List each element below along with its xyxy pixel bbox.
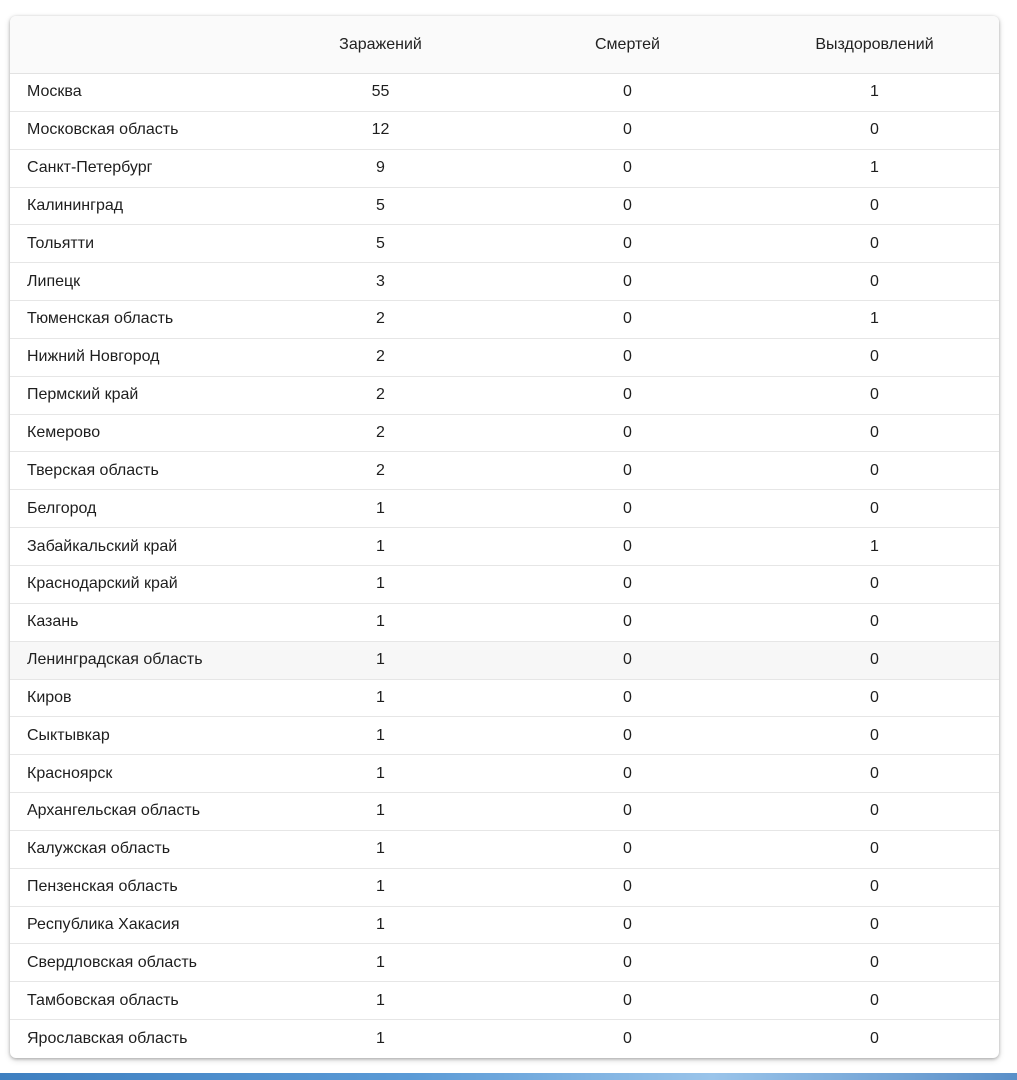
cell-infected: 1 xyxy=(376,991,385,1009)
cell-infected: 1 xyxy=(376,840,385,858)
cell-deaths: 0 xyxy=(623,234,632,252)
table-row xyxy=(10,301,999,339)
cell-recovered: 0 xyxy=(870,424,879,442)
table-row xyxy=(10,907,999,945)
cell-recovered: 0 xyxy=(870,840,879,858)
cell-recovered: 0 xyxy=(870,461,879,479)
cell-infected: 1 xyxy=(376,764,385,782)
cell-region: Киров xyxy=(27,688,72,706)
cell-region: Архангельская область xyxy=(27,802,201,820)
table-row xyxy=(10,225,999,263)
cell-deaths: 0 xyxy=(623,348,632,366)
table-row xyxy=(10,1020,999,1058)
cell-deaths: 0 xyxy=(623,159,632,177)
cell-infected: 2 xyxy=(376,461,385,479)
table-row xyxy=(10,490,999,528)
cell-region: Тверская область xyxy=(27,461,159,479)
table-row xyxy=(10,528,999,566)
cell-infected: 1 xyxy=(376,953,385,971)
cell-recovered: 0 xyxy=(870,764,879,782)
cell-deaths: 0 xyxy=(623,272,632,290)
cell-infected: 1 xyxy=(376,651,385,669)
cell-recovered: 0 xyxy=(870,386,879,404)
cell-deaths: 0 xyxy=(623,764,632,782)
cell-deaths: 0 xyxy=(623,537,632,555)
cell-infected: 12 xyxy=(371,121,390,139)
cell-infected: 5 xyxy=(376,234,385,252)
stats-table xyxy=(10,16,999,1058)
table-body xyxy=(10,74,999,1058)
table-row xyxy=(10,680,999,718)
table-row xyxy=(10,339,999,377)
cell-recovered: 0 xyxy=(870,688,879,706)
cell-deaths: 0 xyxy=(623,915,632,933)
header-recovered: Выздоровлений xyxy=(815,35,934,53)
cell-recovered: 0 xyxy=(870,272,879,290)
table-header xyxy=(10,16,999,74)
cell-recovered: 1 xyxy=(870,310,879,328)
cell-deaths: 0 xyxy=(623,196,632,214)
cell-region: Казань xyxy=(27,613,79,631)
cell-recovered: 0 xyxy=(870,878,879,896)
cell-deaths: 0 xyxy=(623,802,632,820)
cell-infected: 1 xyxy=(376,575,385,593)
table-row xyxy=(10,150,999,188)
cell-recovered: 0 xyxy=(870,802,879,820)
cell-infected: 1 xyxy=(376,499,385,517)
cell-deaths: 0 xyxy=(623,499,632,517)
table-row xyxy=(10,566,999,604)
cell-recovered: 0 xyxy=(870,953,879,971)
cell-region: Нижний Новгород xyxy=(27,348,160,366)
cell-region: Красноярск xyxy=(27,764,113,782)
cell-deaths: 0 xyxy=(623,726,632,744)
cell-region: Пермский край xyxy=(27,386,139,404)
cell-region: Краснодарский край xyxy=(27,575,178,593)
cell-recovered: 0 xyxy=(870,1030,879,1048)
cell-infected: 1 xyxy=(376,537,385,555)
cell-deaths: 0 xyxy=(623,878,632,896)
cell-recovered: 0 xyxy=(870,915,879,933)
cell-infected: 9 xyxy=(376,159,385,177)
cell-region: Тюменская область xyxy=(27,310,174,328)
cell-recovered: 1 xyxy=(870,159,879,177)
cell-region: Тольятти xyxy=(27,234,94,252)
cell-infected: 1 xyxy=(376,726,385,744)
cell-deaths: 0 xyxy=(623,1030,632,1048)
table-row xyxy=(10,604,999,642)
cell-infected: 55 xyxy=(371,83,390,101)
cell-infected: 3 xyxy=(376,272,385,290)
cell-deaths: 0 xyxy=(623,386,632,404)
cell-deaths: 0 xyxy=(623,461,632,479)
cell-region: Московская область xyxy=(27,121,179,139)
cell-region: Белгород xyxy=(27,499,97,517)
cell-region: Сыктывкар xyxy=(27,726,110,744)
cell-infected: 2 xyxy=(376,386,385,404)
cell-region: Санкт-Петербург xyxy=(27,159,153,177)
cell-deaths: 0 xyxy=(623,991,632,1009)
cell-region: Ленинградская область xyxy=(27,651,203,669)
table-row xyxy=(10,415,999,453)
cell-recovered: 0 xyxy=(870,234,879,252)
table-row xyxy=(10,793,999,831)
table-row xyxy=(10,944,999,982)
cell-infected: 1 xyxy=(376,688,385,706)
cell-deaths: 0 xyxy=(623,613,632,631)
table-row xyxy=(10,188,999,226)
cell-recovered: 0 xyxy=(870,348,879,366)
cell-infected: 5 xyxy=(376,196,385,214)
cell-recovered: 0 xyxy=(870,613,879,631)
cell-infected: 2 xyxy=(376,424,385,442)
cell-infected: 1 xyxy=(376,915,385,933)
cell-recovered: 0 xyxy=(870,196,879,214)
table-row xyxy=(10,452,999,490)
cell-recovered: 0 xyxy=(870,121,879,139)
table-row xyxy=(10,263,999,301)
cell-deaths: 0 xyxy=(623,121,632,139)
cell-region: Калининград xyxy=(27,196,124,214)
cell-infected: 2 xyxy=(376,348,385,366)
cell-recovered: 0 xyxy=(870,651,879,669)
cell-region: Забайкальский край xyxy=(27,537,178,555)
cell-deaths: 0 xyxy=(623,840,632,858)
cell-region: Пензенская область xyxy=(27,878,178,896)
cell-region: Кемерово xyxy=(27,424,101,442)
bottom-bar xyxy=(0,1073,1017,1080)
cell-deaths: 0 xyxy=(623,424,632,442)
cell-infected: 1 xyxy=(376,802,385,820)
cell-recovered: 0 xyxy=(870,991,879,1009)
cell-recovered: 0 xyxy=(870,575,879,593)
cell-infected: 1 xyxy=(376,878,385,896)
cell-deaths: 0 xyxy=(623,575,632,593)
cell-region: Ярославская область xyxy=(27,1030,188,1048)
cell-region: Москва xyxy=(27,83,82,101)
table-row xyxy=(10,377,999,415)
table-row xyxy=(10,112,999,150)
table-row xyxy=(10,755,999,793)
cell-recovered: 0 xyxy=(870,499,879,517)
table-row xyxy=(10,831,999,869)
cell-region: Липецк xyxy=(27,272,81,290)
cell-infected: 1 xyxy=(376,613,385,631)
cell-deaths: 0 xyxy=(623,83,632,101)
table-row xyxy=(10,642,999,680)
cell-recovered: 0 xyxy=(870,726,879,744)
cell-region: Свердловская область xyxy=(27,953,197,971)
cell-infected: 1 xyxy=(376,1030,385,1048)
cell-deaths: 0 xyxy=(623,688,632,706)
cell-recovered: 1 xyxy=(870,537,879,555)
table-row xyxy=(10,982,999,1020)
cell-region: Тамбовская область xyxy=(27,991,179,1009)
header-deaths: Смертей xyxy=(595,35,660,53)
table-row xyxy=(10,717,999,755)
cell-infected: 2 xyxy=(376,310,385,328)
header-infected: Заражений xyxy=(339,35,422,53)
cell-region: Республика Хакасия xyxy=(27,915,180,933)
cell-deaths: 0 xyxy=(623,953,632,971)
cell-deaths: 0 xyxy=(623,651,632,669)
cell-recovered: 1 xyxy=(870,83,879,101)
table-row xyxy=(10,74,999,112)
cell-region: Калужская область xyxy=(27,840,171,858)
cell-deaths: 0 xyxy=(623,310,632,328)
table-row xyxy=(10,869,999,907)
